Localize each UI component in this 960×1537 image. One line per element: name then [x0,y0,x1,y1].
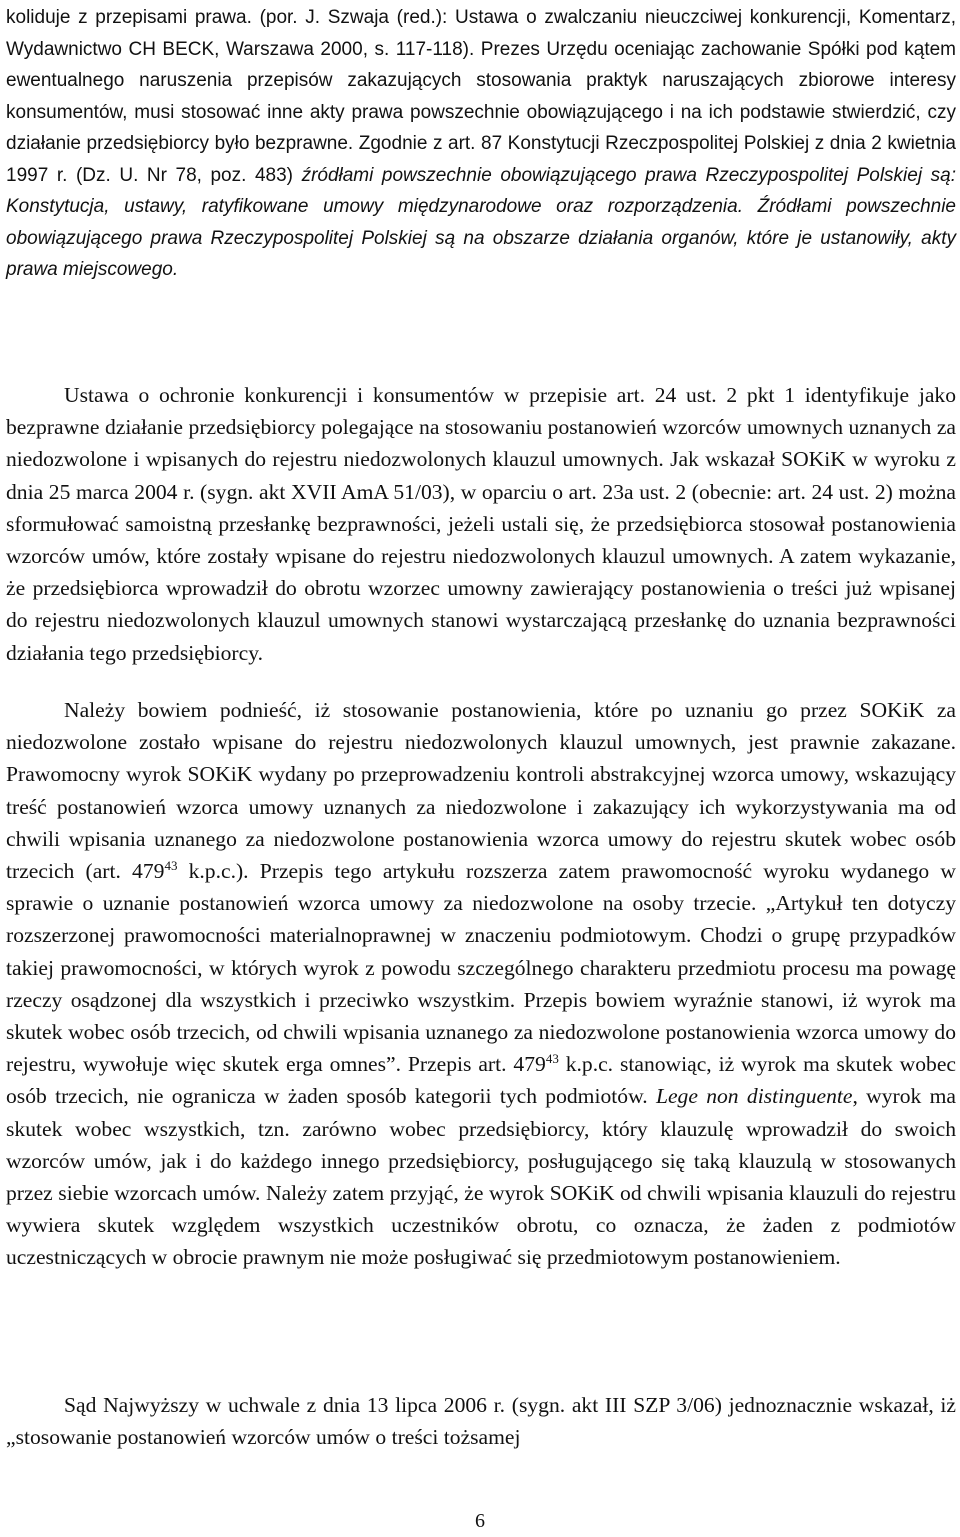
paragraph-lead-text: koliduje z przepisami prawa. (por. J. Szwaja (red.): Ustawa o zwalczaniu nieuczciwej konkurencji, Komentarz, Wydawnictwo CH BECK, Warszawa 2000, s. 117-118). Prezes Urzędu oceniając zachowanie Spółki pod kątem ewentualnego naruszenia przepisów zakazujących stosowania praktyk naruszających zbiorowe interesy konsumentów, musi stosować inne akty prawa powszechnie obowiązującego i na ich podstawie stwierdzić, czy działanie przedsiębiorcy było bezprawne. Zgodnie z art. 87 Konstytucji Rzeczpospolitej Polskiej z dnia 2 kwietnia 1997 r. (Dz. U. Nr 78, poz. 483) [6,7,956,186]
latin-phrase: Lege non distinguente [655,1084,853,1109]
page-number: 6 [475,1510,485,1532]
constitution-quote: źródłami powszechnie obowiązującego prawa Rzeczypospolitej Polskiej są: Konstytucja, ustawy, ratyfikowane umowy międzynarodowe oraz rozporządzenia. Źródłami powszechnie obowiązującego prawa Rzeczypospolitej Polskiej są na obszarze działania organów, które je ustanowiły, akty prawa miejscowego. [6,164,956,280]
superscript-43: 43 [164,857,178,873]
superscript-43: 43 [545,1051,559,1067]
paragraph-text-1: Należy bowiem podnieść, iż stosowanie postanowienia, które po uznaniu go przez SOKiK za niedozwolone zostało wpisane do rejestru niedozwolonych klauzul umownych, jest prawnie zakazane. Prawomocny wyrok SOKiK wydany po przeprowadzeniu kontroli abstrakcyjnej wzorca umowy, wskazujący treść postanowień wzorca umowy uznanych za niedozwolone i zakazujący ich wykorzystywania ma od chwili wpisania uznanego za niedozwolone postanowienia wzorca umowy do rejestru skutek wobec osób trzecich (art. 479 [6,698,956,884]
paragraph-prawomocnosc [6,694,956,1274]
paragraph-text-4: , wyrok ma skutek wobec wszystkich, tzn. zarówno wobec przedsiębiorcy, który klauzulę wprowadził do swoich wzorców umów, jak i do każdego innego przedsiębiorcy, posługującego się taką klauzulą w stosowanych przez siebie wzorcach umów. Należy zatem przyjąć, że wyrok SOKiK od chwili wpisania klauzuli do rejestru wywiera skutek względem wszystkich uczestników obrotu, co oznacza, że żaden z podmiotów uczestniczących w obrocie prawnym nie może posługiwać się przedmiotowym postanowieniem. [6,1084,957,1270]
paragraph-sad-najwyzszy-text: Sąd Najwyższy w uchwale z dnia 13 lipca 2006 r. (sygn. akt III SZP 3/06) jednoznacznie wskazał, iż „stosowanie postanowień wzorców umów o treści tożsamej [6,1393,956,1450]
paragraph-text-2: k.p.c.). Przepis tego artykułu rozszerza zatem prawomocność wyroku wydanego w sprawie o uznanie postanowień wzorca umowy za niedozwolone na osoby trzecie. „Artykuł ten dotyczy rozszerzonej prawomocności materialnoprawnej w znaczeniu podmiotowym. Chodzi o grupę przypadków takiej prawomocności, w których wyrok z powodu szczególnego charakteru przedmiotu procesu ma powagę rzeczy osądzonej dla wszystkich i przeciwko wszystkim. Przepis bowiem wyraźnie stanowi, iż wyrok ma skutek wobec osób trzecich, od chwili wpisania uznanego za niedozwolone postanowienia wzorca umowy do rejestru, wywołuje więc skutek erga omnes”. Przepis art. 479 [6,859,956,1077]
document-page [6,0,956,1537]
paragraph-art-24-text: Ustawa o ochronie konkurencji i konsumentów w przepisie art. 24 ust. 2 pkt 1 identyfikuje jako bezprawne działanie przedsiębiorcy polegające na stosowaniu postanowień wzorców umownych uznanych za niedozwolone i wpisanych do rejestru niedozwolonych klauzul umownych. Jak wskazał SOKiK w wyroku z dnia 25 marca 2004 r. (sygn. akt XVII AmA 51/03), w oparciu o art. 23a ust. 2 (obecnie: art. 24 ust. 2) można sformułować samoistną przesłankę bezprawności, jeżeli ustali się, że przedsiębiorca stosował postanowienia wzorców umów, które zostały wpisane do rejestru niedozwolonych klauzul umownych. A zatem wykazanie, że przedsiębiorca wprowadził do obrotu wzorzec umowny zawierający postanowienia o treści już wpisanej do rejestru niedozwolonych klauzul umownych stanowi wystarczającą przesłankę do uznania bezprawności działania tego przedsiębiorcy. [6,383,956,665]
paragraph-sad-najwyzszy [6,1389,956,1453]
paragraph-art-24 [6,379,956,669]
paragraph-article-87 [6,2,956,286]
paragraph-text-3: k.p.c. stanowiąc, iż wyrok ma skutek wobec osób trzecich, nie ogranicza w żaden sposób kategorii tych podmiotów. [6,1052,957,1109]
